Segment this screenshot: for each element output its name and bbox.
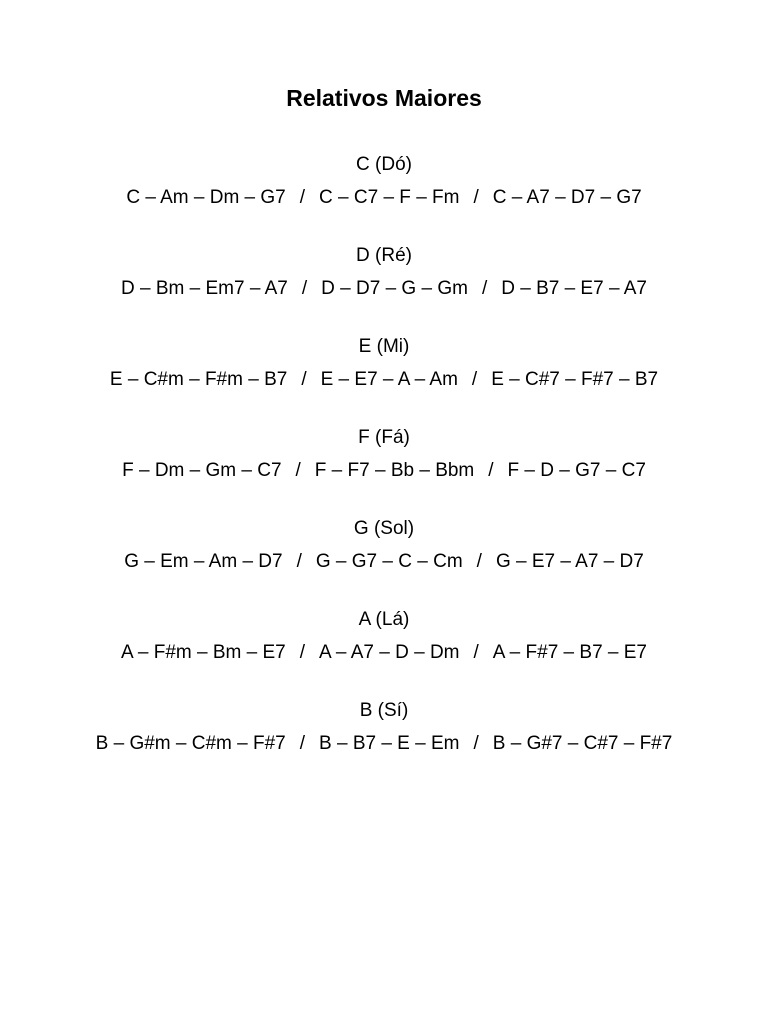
separator: / <box>299 733 306 754</box>
key-name: A (Lá) <box>358 609 410 630</box>
progression: C – A7 – D7 – G7 <box>492 187 642 208</box>
progression: F – F7 – Bb – Bbm <box>314 460 475 481</box>
separator: / <box>473 733 479 754</box>
progression: E – E7 – A – Am <box>320 369 458 390</box>
progression-line <box>0 733 768 755</box>
key-section-d <box>0 245 768 300</box>
progression-line <box>0 278 768 300</box>
progression-line <box>0 369 768 391</box>
key-name: E (Mi) <box>358 336 410 357</box>
progression: D – D7 – G – Gm <box>321 278 468 299</box>
separator: / <box>471 369 478 390</box>
separator: / <box>476 551 482 572</box>
progression-line <box>0 642 768 664</box>
progression: A – F#m – Bm – E7 <box>121 642 286 663</box>
key-section-a <box>0 609 768 664</box>
progression: B – G#m – C#m – F#7 <box>95 733 286 754</box>
progression: D – B7 – E7 – A7 <box>501 278 647 299</box>
separator: / <box>481 278 488 299</box>
progression: G – G7 – C – Cm <box>315 551 463 572</box>
separator: / <box>299 642 306 663</box>
progression: B – B7 – E – Em <box>319 733 460 754</box>
key-section-f <box>0 427 768 482</box>
page-title: Relativos Maiores <box>286 85 482 111</box>
key-name: G (Sol) <box>353 518 415 539</box>
progression-line <box>0 187 768 209</box>
progression: G – Em – Am – D7 <box>124 551 283 572</box>
separator: / <box>488 460 494 481</box>
progression-line <box>0 460 768 482</box>
key-name: C (Dó) <box>356 154 412 175</box>
key-name: D (Ré) <box>356 245 412 266</box>
progression: B – G#7 – C#7 – F#7 <box>492 733 673 754</box>
key-section-b <box>0 700 768 755</box>
separator: / <box>473 642 479 663</box>
key-section-g <box>0 518 768 573</box>
progression: A – A7 – D – Dm <box>319 642 460 663</box>
progression: A – F#7 – B7 – E7 <box>492 642 647 663</box>
progression: D – Bm – Em7 – A7 <box>121 278 288 299</box>
progression: E – C#m – F#m – B7 <box>109 369 288 390</box>
key-section-e <box>0 336 768 391</box>
key-name: F (Fá) <box>358 427 410 448</box>
separator: / <box>295 460 301 481</box>
key-section-c <box>0 154 768 209</box>
progression-line <box>0 551 768 573</box>
separator: / <box>301 278 308 299</box>
progression: G – E7 – A7 – D7 <box>495 551 644 572</box>
separator: / <box>296 551 302 572</box>
key-name: B (Sí) <box>359 700 409 721</box>
progression: F – Dm – Gm – C7 <box>122 460 282 481</box>
separator: / <box>301 369 307 390</box>
progression: C – Am – Dm – G7 <box>126 187 286 208</box>
progression: E – C#7 – F#7 – B7 <box>491 369 659 390</box>
separator: / <box>473 187 479 208</box>
separator: / <box>299 187 306 208</box>
progression: F – D – G7 – C7 <box>507 460 646 481</box>
progression: C – C7 – F – Fm <box>319 187 460 208</box>
